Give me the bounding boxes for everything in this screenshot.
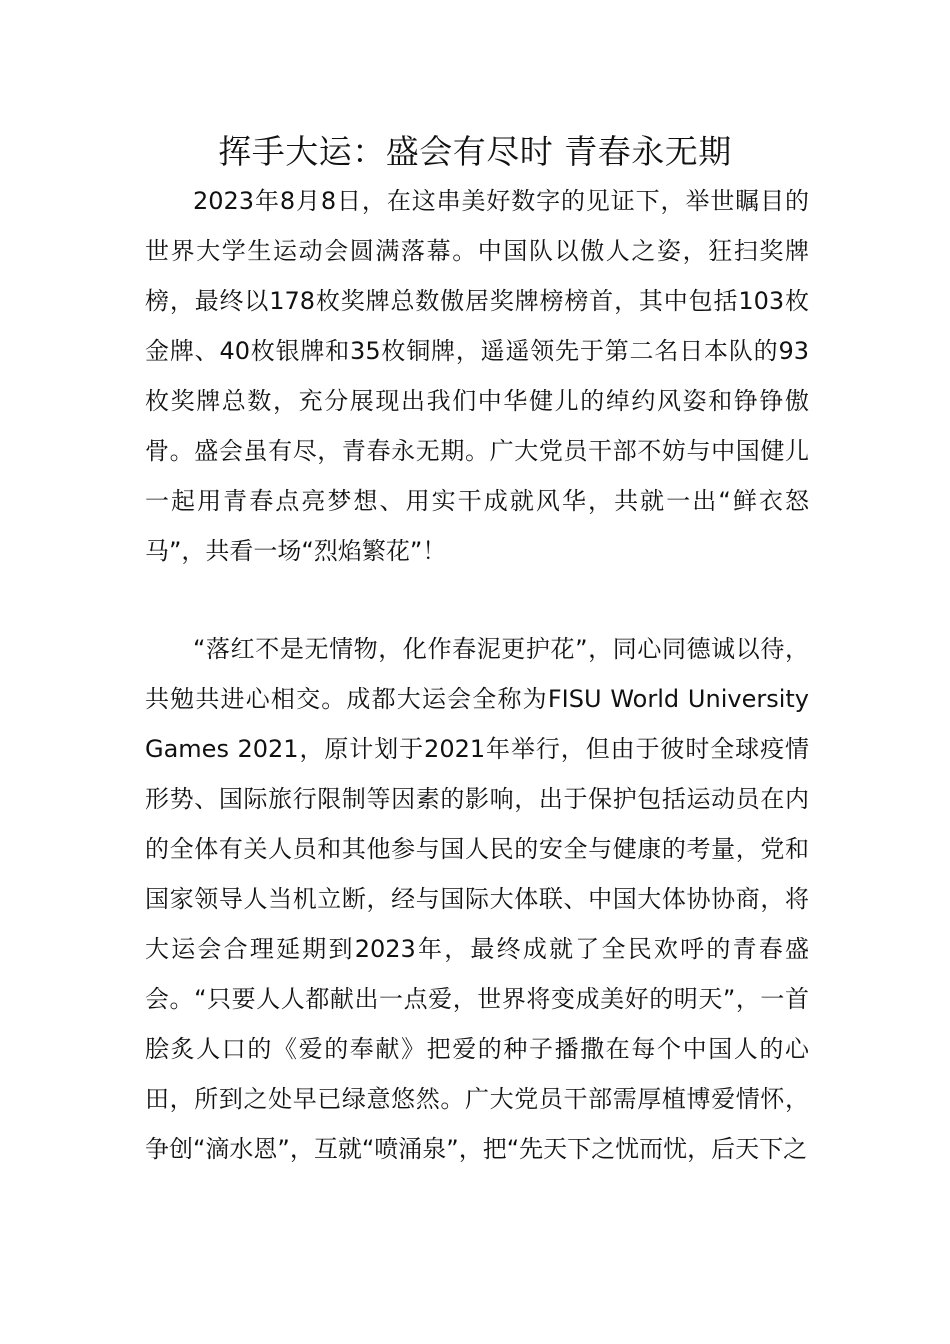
paragraph-1: 2023年8月8日，在这串美好数字的见证下，举世瞩目的世界大学生运动会圆满落幕。中国队以傲人之姿，狂扫奖牌榜，最终以178枚奖牌总数傲居奖牌榜榜首，其中包括103枚金牌、40枚银牌和35枚铜牌，遥遥领先于第二名日本队的93枚奖牌总数，充分展现出我们中华健儿的绰约风姿和铮铮傲骨。盛会虽有尽，青春永无期。广大党员干部不妨与中国健儿一起用青春点亮梦想、用实干成就风华，共就一出“鲜衣怒马”，共看一场“烈焰繁花”！ [145, 187, 809, 565]
document-title: 挥手大运：盛会有尽时 青春永无期 [218, 132, 732, 171]
paragraph-2: “落红不是无情物，化作春泥更护花”，同心同德诚以待，共勉共进心相交。成都大运会全称为FISU World University Games 2021，原计划于2021年举行，但由于彼时全球疫情形势、国际旅行限制等因素的影响，出于保护包括运动员在内的全体有关人员和其他参与国人民的安全与健康的考量，党和国家领导人当机立断，经与国际大体联、中国大体协协商，将大运会合理延期到2023年，最终成就了全民欢呼的青春盛会。“只要人人都献出一点爱，世界将变成美好的明天”，一首脍炙人口的《爱的奉献》把爱的种子播撒在每个中国人的心田，所到之处早已绿意悠然。广大党员干部需厚植博爱情怀，争创“滴水恩”，互就“喷涌泉”，把“先天下之忧而忧，后天下之 [145, 635, 809, 1163]
